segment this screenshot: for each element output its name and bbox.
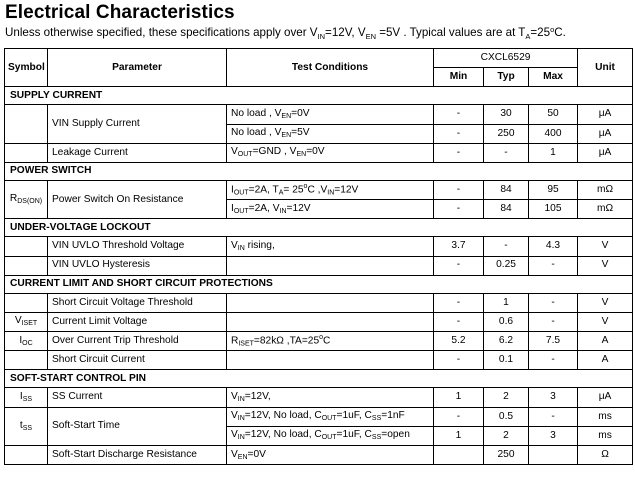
unit-cell: A	[578, 351, 633, 370]
text-fragment: =5V	[291, 127, 310, 139]
parameter-cell: Soft-Start Time	[48, 407, 227, 445]
text-fragment: EN	[281, 112, 292, 120]
max-cell: 3	[529, 426, 578, 445]
min-cell: -	[434, 407, 484, 426]
condition-cell	[227, 332, 434, 351]
text-fragment: EN	[237, 453, 248, 461]
header-row	[5, 49, 633, 68]
max-cell: -	[529, 351, 578, 370]
min-cell: -	[434, 143, 484, 162]
text-fragment: C	[323, 335, 331, 347]
min-cell: 1	[434, 426, 484, 445]
text-fragment: SS	[22, 396, 33, 404]
unit-cell: mΩ	[578, 200, 633, 219]
typ-cell: 250	[484, 446, 529, 465]
text-fragment: OUT	[237, 151, 253, 159]
text-fragment: =1uF, C	[336, 410, 372, 422]
section-power-switch: POWER SWITCH	[5, 162, 633, 180]
typ-cell: 0.6	[484, 312, 529, 331]
max-cell: 1	[529, 143, 578, 162]
typ-cell: 0.1	[484, 351, 529, 370]
text-fragment: ISET	[21, 320, 38, 328]
text-fragment: =0V	[291, 107, 310, 119]
page-title: Electrical Characteristics	[5, 2, 235, 23]
section-supply-current: SUPPLY CURRENT	[5, 87, 633, 105]
header-typ: Typ	[484, 68, 529, 87]
condition-cell	[227, 124, 434, 143]
unit-cell: μA	[578, 388, 633, 407]
typ-cell: 30	[484, 105, 529, 124]
text-fragment: V	[231, 429, 238, 441]
max-cell: -	[529, 407, 578, 426]
section-row	[5, 219, 633, 237]
text-fragment: SS	[371, 415, 382, 423]
text-fragment: V	[14, 315, 22, 327]
text-fragment: V	[231, 391, 238, 403]
text-fragment: IN	[237, 415, 245, 423]
parameter-cell: Short Circuit Voltage Threshold	[48, 293, 227, 312]
typ-cell: 0.5	[484, 407, 529, 426]
text-fragment: =0V	[247, 448, 266, 460]
table-row	[5, 312, 633, 331]
unit-cell: ms	[578, 407, 633, 426]
condition-cell	[227, 237, 434, 256]
table-row	[5, 293, 633, 312]
parameter-cell: VIN UVLO Hysteresis	[48, 256, 227, 275]
header-parameter: Parameter	[48, 49, 227, 87]
condition-cell	[227, 293, 434, 312]
text-fragment: =2A, T	[248, 184, 279, 196]
text-fragment: o	[550, 25, 555, 34]
text-fragment: V	[231, 448, 238, 460]
typ-cell: 84	[484, 180, 529, 199]
text-fragment: rising,	[244, 239, 275, 251]
text-fragment: V	[231, 239, 238, 251]
text-fragment: =12V,	[244, 391, 271, 403]
text-fragment: EN	[281, 132, 292, 140]
text-fragment: DS(ON)	[17, 198, 43, 206]
parameter-cell: Over Current Trip Threshold	[48, 332, 227, 351]
symbol-cell	[5, 446, 48, 465]
min-cell: -	[434, 293, 484, 312]
max-cell: 7.5	[529, 332, 578, 351]
max-cell: -	[529, 293, 578, 312]
typ-cell: 84	[484, 200, 529, 219]
text-fragment: OUT	[233, 189, 249, 197]
text-fragment: IN	[327, 189, 335, 197]
symbol-cell	[5, 237, 48, 256]
text-fragment: =12V, V	[325, 26, 366, 39]
unit-cell: V	[578, 237, 633, 256]
electrical-characteristics-table	[4, 48, 633, 465]
text-fragment: V	[231, 146, 238, 158]
symbol-cell	[5, 351, 48, 370]
max-cell: -	[529, 312, 578, 331]
typ-cell: 0.25	[484, 256, 529, 275]
unit-cell: μA	[578, 143, 633, 162]
text-fragment: I	[19, 391, 23, 403]
table-row	[5, 237, 633, 256]
unit-cell: Ω	[578, 446, 633, 465]
text-fragment: A	[278, 189, 284, 197]
text-fragment: R	[231, 335, 239, 347]
text-fragment: EN	[296, 151, 307, 159]
symbol-cell	[5, 256, 48, 275]
table-row	[5, 105, 633, 124]
text-fragment: EN	[365, 32, 376, 41]
text-fragment: =25	[530, 26, 551, 39]
unit-cell: mΩ	[578, 180, 633, 199]
parameter-cell: Current Limit Voltage	[48, 312, 227, 331]
symbol-cell	[5, 388, 48, 407]
text-fragment: OUT	[321, 415, 337, 423]
text-fragment: V	[231, 410, 238, 422]
unit-cell: V	[578, 312, 633, 331]
parameter-cell: Short Circuit Current	[48, 351, 227, 370]
typ-cell: 2	[484, 426, 529, 445]
condition-cell	[227, 180, 434, 199]
text-fragment: IN	[237, 244, 245, 252]
text-fragment: I	[231, 184, 234, 196]
unit-cell: V	[578, 293, 633, 312]
typ-cell: 1	[484, 293, 529, 312]
text-fragment: =0V	[306, 146, 325, 158]
condition-cell	[227, 200, 434, 219]
min-cell: -	[434, 180, 484, 199]
unit-cell: μA	[578, 105, 633, 124]
text-fragment: o	[303, 183, 308, 191]
text-fragment: =12V	[334, 184, 359, 196]
parameter-cell: Power Switch On Resistance	[48, 180, 227, 218]
table-row	[5, 180, 633, 199]
text-fragment: IN	[317, 32, 326, 41]
table-row	[5, 388, 633, 407]
max-cell: 4.3	[529, 237, 578, 256]
text-fragment: ISET	[238, 340, 254, 348]
condition-cell	[227, 407, 434, 426]
text-fragment: =12V, No load, C	[244, 429, 322, 441]
min-cell: 3.7	[434, 237, 484, 256]
text-fragment: =GND , V	[252, 146, 297, 158]
unit-cell: V	[578, 256, 633, 275]
min-cell: 1	[434, 388, 484, 407]
section-current-limit: CURRENT LIMIT AND SHORT CIRCUIT PROTECTIONS	[5, 275, 633, 293]
symbol-cell	[5, 180, 48, 218]
symbol-cell	[5, 293, 48, 312]
text-fragment: IN	[237, 434, 245, 442]
section-row	[5, 370, 633, 388]
min-cell: -	[434, 200, 484, 219]
header-unit: Unit	[578, 49, 633, 87]
text-fragment: OUT	[233, 207, 249, 215]
text-fragment: =12V	[286, 202, 311, 214]
text-fragment: SS	[371, 434, 382, 442]
header-device: CXCL6529	[434, 49, 578, 68]
text-fragment: =open	[381, 429, 410, 441]
table-row	[5, 446, 633, 465]
condition-cell	[227, 143, 434, 162]
parameter-cell: SS Current	[48, 388, 227, 407]
min-cell	[434, 446, 484, 465]
text-fragment: A	[525, 32, 531, 41]
header-max: Max	[529, 68, 578, 87]
text-fragment: SS	[22, 424, 33, 432]
text-fragment: R	[9, 193, 18, 205]
text-fragment: o	[319, 334, 324, 342]
table-row	[5, 332, 633, 351]
unit-cell: ms	[578, 426, 633, 445]
text-fragment: =1nF	[381, 410, 405, 422]
max-cell: -	[529, 256, 578, 275]
symbol-cell	[5, 143, 48, 162]
max-cell: 95	[529, 180, 578, 199]
text-fragment: =82kΩ ,TA=25	[253, 335, 320, 347]
condition-cell	[227, 351, 434, 370]
parameter-cell: Leakage Current	[48, 143, 227, 162]
section-row	[5, 275, 633, 293]
text-fragment: =12V, No load, C	[244, 410, 322, 422]
section-row	[5, 162, 633, 180]
text-fragment: C.	[554, 26, 566, 39]
section-soft-start: SOFT-START CONTROL PIN	[5, 370, 633, 388]
condition-cell	[227, 256, 434, 275]
section-row	[5, 87, 633, 105]
min-cell: -	[434, 124, 484, 143]
text-fragment: OUT	[321, 434, 337, 442]
text-fragment: t	[19, 419, 23, 431]
typ-cell: -	[484, 143, 529, 162]
header-min: Min	[434, 68, 484, 87]
typ-cell: -	[484, 237, 529, 256]
text-fragment: =1uF, C	[336, 429, 372, 441]
text-fragment: I	[231, 202, 234, 214]
symbol-cell	[5, 312, 48, 331]
text-fragment: OC	[22, 339, 33, 347]
typ-cell: 250	[484, 124, 529, 143]
table-row	[5, 407, 633, 426]
unit-cell: A	[578, 332, 633, 351]
text-fragment: No load , V	[231, 127, 282, 139]
max-cell	[529, 446, 578, 465]
condition-cell	[227, 312, 434, 331]
unit-cell: μA	[578, 124, 633, 143]
min-cell: -	[434, 105, 484, 124]
max-cell: 3	[529, 388, 578, 407]
symbol-cell	[5, 407, 48, 445]
min-cell: -	[434, 256, 484, 275]
header-test-conditions: Test Conditions	[227, 49, 434, 87]
max-cell: 105	[529, 200, 578, 219]
conditions-note	[5, 25, 566, 41]
text-fragment: IN	[279, 207, 287, 215]
parameter-cell: VIN UVLO Threshold Voltage	[48, 237, 227, 256]
max-cell: 50	[529, 105, 578, 124]
text-fragment: Unless otherwise specified, these specifications apply over V	[5, 26, 318, 39]
parameter-cell: Soft-Start Discharge Resistance	[48, 446, 227, 465]
symbol-cell	[5, 105, 48, 143]
text-fragment: C ,V	[307, 184, 328, 196]
text-fragment: No load , V	[231, 107, 282, 119]
text-fragment: I	[19, 334, 23, 346]
text-fragment: = 25	[283, 184, 304, 196]
table-row	[5, 256, 633, 275]
text-fragment: IN	[237, 396, 245, 404]
condition-cell	[227, 446, 434, 465]
condition-cell	[227, 105, 434, 124]
min-cell: 5.2	[434, 332, 484, 351]
typ-cell: 2	[484, 388, 529, 407]
text-fragment: =5V . Typical values are at T	[375, 26, 526, 39]
symbol-cell	[5, 332, 48, 351]
min-cell: -	[434, 351, 484, 370]
condition-cell	[227, 388, 434, 407]
typ-cell: 6.2	[484, 332, 529, 351]
min-cell: -	[434, 312, 484, 331]
header-symbol: Symbol	[5, 49, 48, 87]
section-uvlo: UNDER-VOLTAGE LOCKOUT	[5, 219, 633, 237]
parameter-cell: VIN Supply Current	[48, 105, 227, 143]
condition-cell	[227, 426, 434, 445]
table-row	[5, 143, 633, 162]
text-fragment: =2A, V	[248, 202, 280, 214]
table-row	[5, 351, 633, 370]
max-cell: 400	[529, 124, 578, 143]
